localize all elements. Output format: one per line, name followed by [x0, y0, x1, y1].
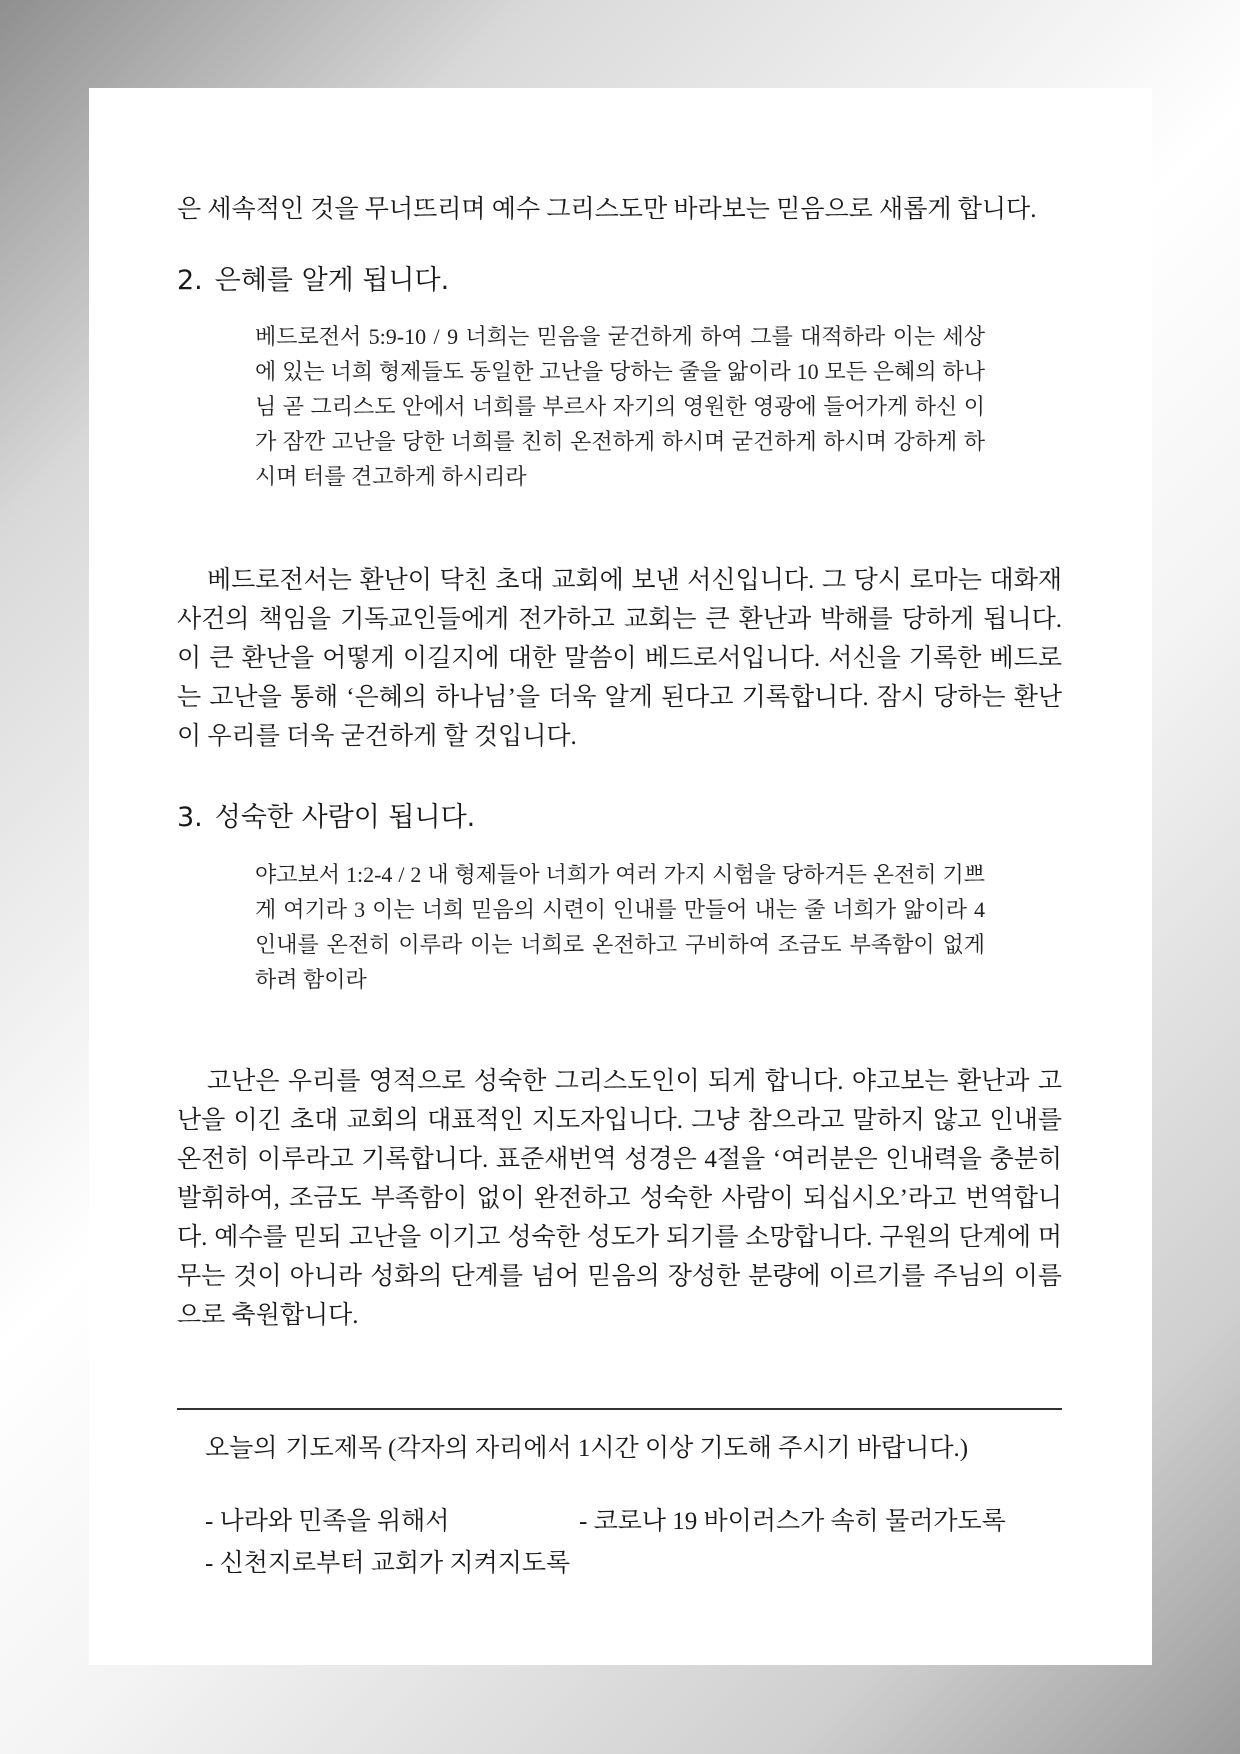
- section-2-heading: [177, 264, 449, 298]
- divider-line: [177, 1408, 1062, 1410]
- section-2-title: 은혜를 알게 됩니다.: [214, 265, 450, 296]
- section-2-body: 베드로전서는 환난이 닥친 초대 교회에 보낸 서신입니다. 그 당시 로마는 대화재 사건의 책임을 기독교인들에게 전가하고 교회는 큰 환난과 박해를 당하게 됩니다. 이 큰 환난을 어떻게 이길지에 대한 말씀이 베드로서입니다. 서신을 기록한 베드로는 고난을 통해 ‘은혜의 하나님’을 더욱 알게 된다고 기록합니다. 잠시 당하는 환난이 우리를 더욱 굳건하게 할 것입니다.: [177, 567, 1062, 750]
- prayer-note: (각자의 자리에서 1시간 이상 기도해 주시기 바랍니다.): [388, 1435, 969, 1462]
- section-2-number: 2.: [177, 265, 203, 296]
- prayer-section: [205, 1431, 1062, 1577]
- prayer-item: - 코로나 19 바이러스가 속히 물러가도록: [579, 1508, 1006, 1535]
- prayer-item: - 나라와 민족을 위해서: [205, 1508, 450, 1535]
- section-3-body: 고난은 우리를 영적으로 성숙한 그리스도인이 되게 합니다. 야고보는 환난과 고난을 이긴 초대 교회의 대표적인 지도자입니다. 그냥 참으라고 말하지 않고 인내를 온전히 이루라고 기록합니다. 표준새번역 성경은 4절을 ‘여러분은 인내력을 충분히 발휘하여, 조금도 부족함이 없이 완전하고 성숙한 사람이 되십시오’라고 번역합니다. 예수를 믿되 고난을 이기고 성숙한 성도가 되기를 소망합니다. 구원의 단계에 머무는 것이 아니라 성화의 단계를 넘어 믿음의 장성한 분량에 이르기를 주님의 이름으로 축원합니다.: [177, 1068, 1062, 1329]
- section-3-scripture: 야고보서 1:2-4 / 2 내 형제들아 너희가 여러 가지 시험을 당하거든 온전히 기쁘게 여기라 3 이는 너희 믿음의 시련이 인내를 만들어 내는 줄 너희가 앎이라 4 인내를 온전히 이루라 이는 너희로 온전하고 구비하여 조금도 부족함이 없게 하려 함이라: [255, 862, 985, 992]
- section-2-scripture: 베드로전서 5:9-10 / 9 너희는 믿음을 굳건하게 하여 그를 대적하라 이는 세상에 있는 너희 형제들도 동일한 고난을 당하는 줄을 앎이라 10 모든 은혜의 하나님 곧 그리스도 안에서 너희를 부르사 자기의 영원한 영광에 들어가게 하신 이가 잠깐 고난을 당한 너희를 친히 온전하게 하시며 굳건하게 하시며 강하게 하시며 터를 견고하게 하시리라: [255, 324, 985, 489]
- prayer-item: - 신천지로부터 교회가 지켜지도록: [205, 1550, 571, 1577]
- document-page: [89, 88, 1152, 1665]
- opening-line: 은 세속적인 것을 무너뜨리며 예수 그리스도만 바라보는 믿음으로 새롭게 합니다.: [177, 196, 1037, 223]
- prayer-title: 오늘의 기도제목: [205, 1433, 382, 1462]
- section-3-number: 3.: [177, 802, 203, 833]
- section-3-title: 성숙한 사람이 됩니다.: [214, 802, 476, 833]
- section-3-heading: [177, 801, 475, 835]
- prayer-title-row: [205, 1431, 1062, 1466]
